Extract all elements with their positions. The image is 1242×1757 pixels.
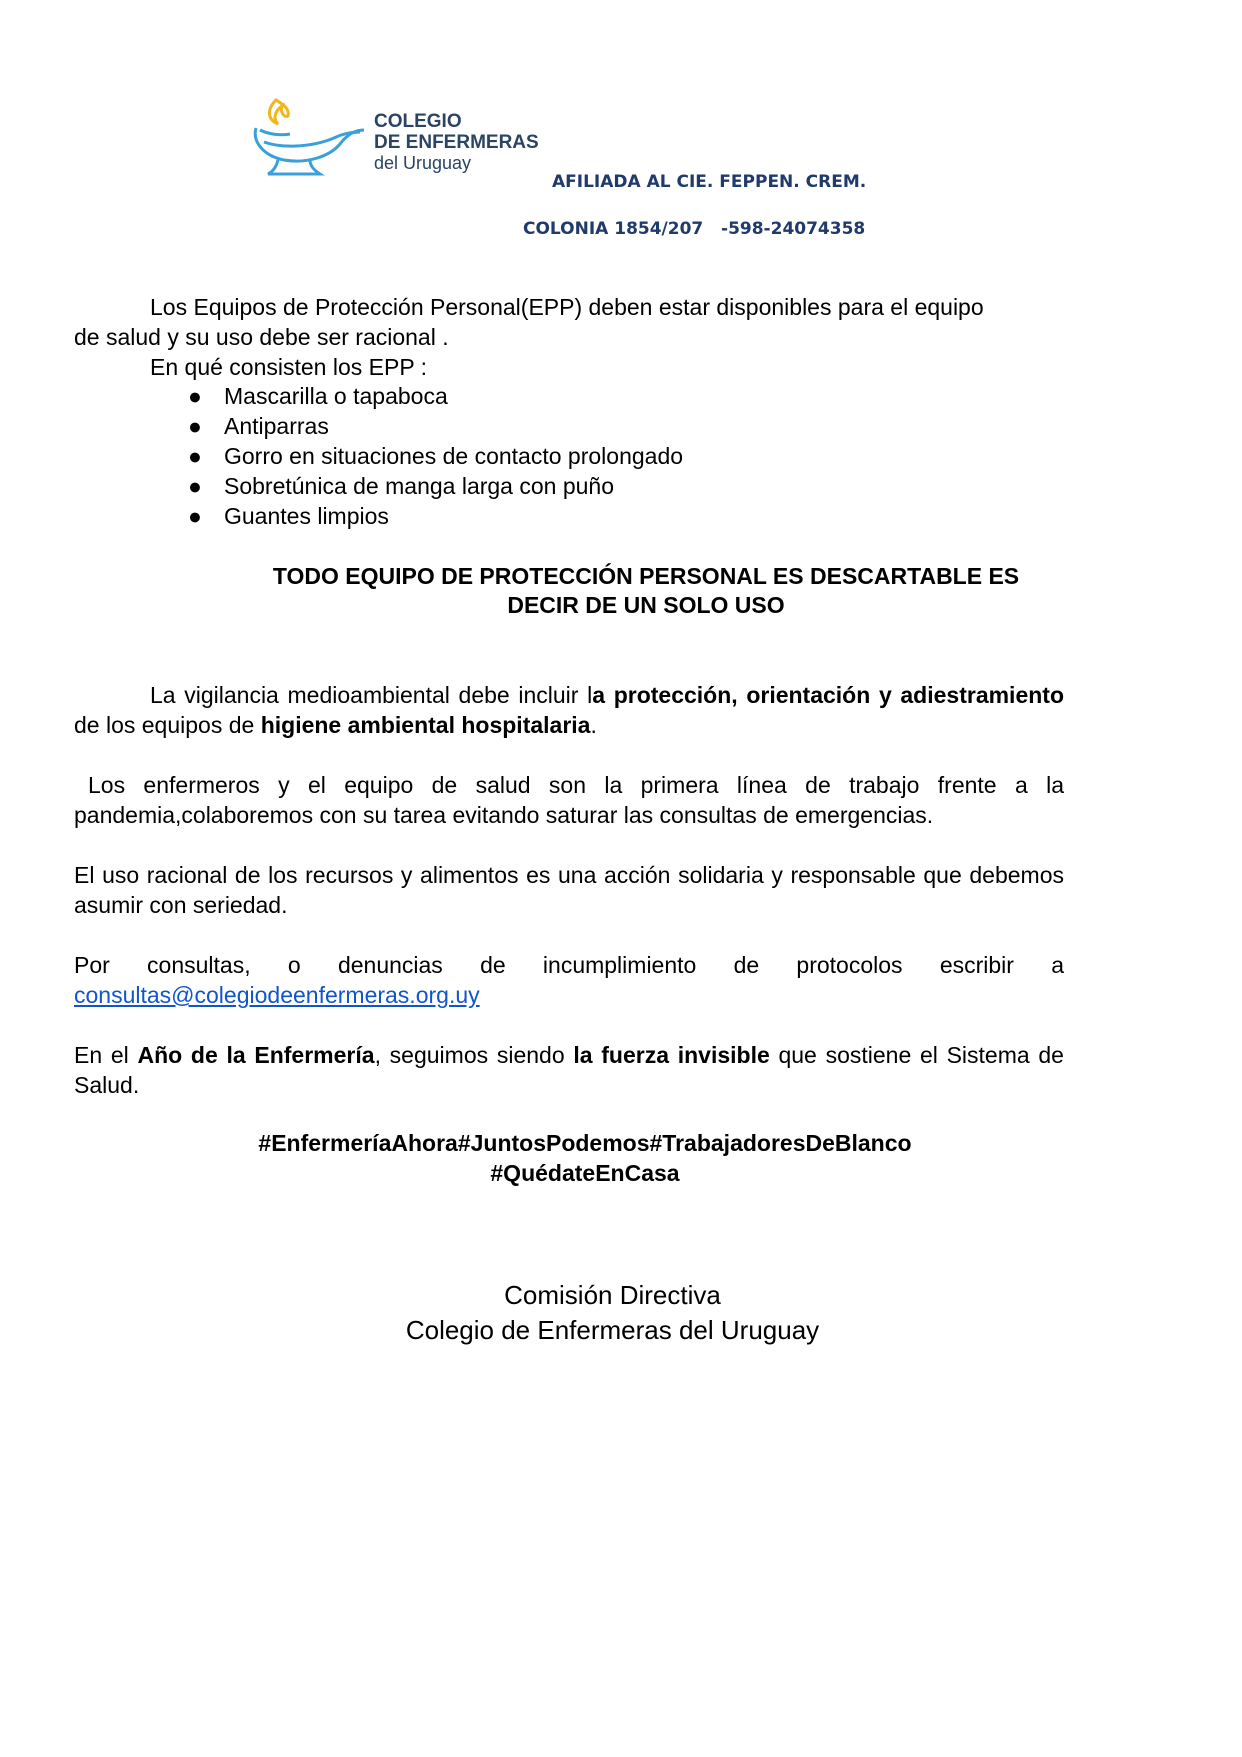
list-item: ● Antiparras bbox=[188, 413, 329, 439]
logo-wordmark bbox=[374, 112, 539, 175]
list-intro: En qué consisten los EPP : bbox=[150, 354, 428, 380]
anio-paragraph: En el Año de la Enfermería, seguimos siendo la fuerza invisible que sostiene el Sistema de Salud. bbox=[74, 1042, 1064, 1098]
intro-line-2: de salud y su uso debe ser racional . bbox=[74, 324, 449, 350]
hashtags bbox=[200, 1128, 970, 1188]
list-item: ● Guantes limpios bbox=[188, 503, 389, 529]
hashtags-line-1: #EnfermeríaAhora#JuntosPodemos#TrabajadoresDeBlanco bbox=[258, 1130, 912, 1156]
uso-racional-paragraph: El uso racional de los recursos y alimentos es una acción solidaria y responsable que debemos asumir con seriedad. bbox=[74, 862, 1064, 918]
signature bbox=[340, 1278, 885, 1348]
contact-email-link[interactable]: consultas@colegiodeenfermeras.org.uy bbox=[74, 982, 480, 1008]
signature-line-1: Comisión Directiva bbox=[504, 1280, 721, 1310]
hashtags-line-2: #QuédateEnCasa bbox=[490, 1160, 680, 1186]
bullet-icon: ● bbox=[188, 383, 202, 409]
logo-line-2: DE ENFERMERAS bbox=[374, 132, 539, 153]
phone: -598-24074358 bbox=[721, 219, 866, 239]
logo-line-1: COLEGIO bbox=[374, 111, 462, 132]
epp-list bbox=[188, 381, 683, 531]
bullet-icon: ● bbox=[188, 503, 202, 529]
address: COLONIA 1854/207 bbox=[523, 219, 704, 239]
warning-line-1: TODO EQUIPO DE PROTECCIÓN PERSONAL ES DESCARTABLE ES bbox=[272, 563, 1020, 589]
enfermeros-paragraph: Los enfermeros y el equipo de salud son la primera línea de trabajo frente a la pandemia,colaboremos con su tarea evitando saturar las consultas de emergencias. bbox=[74, 772, 1064, 828]
lamp-icon bbox=[250, 90, 370, 186]
logo-line-3: del Uruguay bbox=[374, 153, 472, 173]
bullet-icon: ● bbox=[188, 473, 202, 499]
address-line bbox=[523, 219, 865, 239]
intro-paragraph bbox=[74, 292, 1064, 382]
logo bbox=[250, 90, 550, 186]
consultas-paragraph bbox=[74, 950, 1064, 1010]
list-item: ● Sobretúnica de manga larga con puño bbox=[188, 473, 615, 499]
vigilancia-paragraph: La vigilancia medioambiental debe incluir la protección, orientación y adiestramiento de los equipos de higiene ambiental hospitalaria. bbox=[74, 682, 1064, 738]
intro-line-1: Los Equipos de Protección Personal(EPP) deben estar disponibles para el equipo bbox=[150, 294, 984, 320]
list-item: ● Gorro en situaciones de contacto prolongado bbox=[188, 443, 684, 469]
consultas-text: Por consultas, o denuncias de incumplimiento de protocolos escribir a bbox=[74, 952, 1064, 978]
bullet-icon: ● bbox=[188, 443, 202, 469]
disposable-warning bbox=[236, 562, 1056, 620]
list-item: ● Mascarilla o tapaboca bbox=[188, 383, 448, 409]
bullet-icon: ● bbox=[188, 413, 202, 439]
signature-line-2: Colegio de Enfermeras del Uruguay bbox=[405, 1315, 820, 1345]
warning-line-2: DECIR DE UN SOLO USO bbox=[507, 592, 785, 618]
affiliation-line: AFILIADA AL CIE. FEPPEN. CREM. bbox=[552, 172, 867, 192]
